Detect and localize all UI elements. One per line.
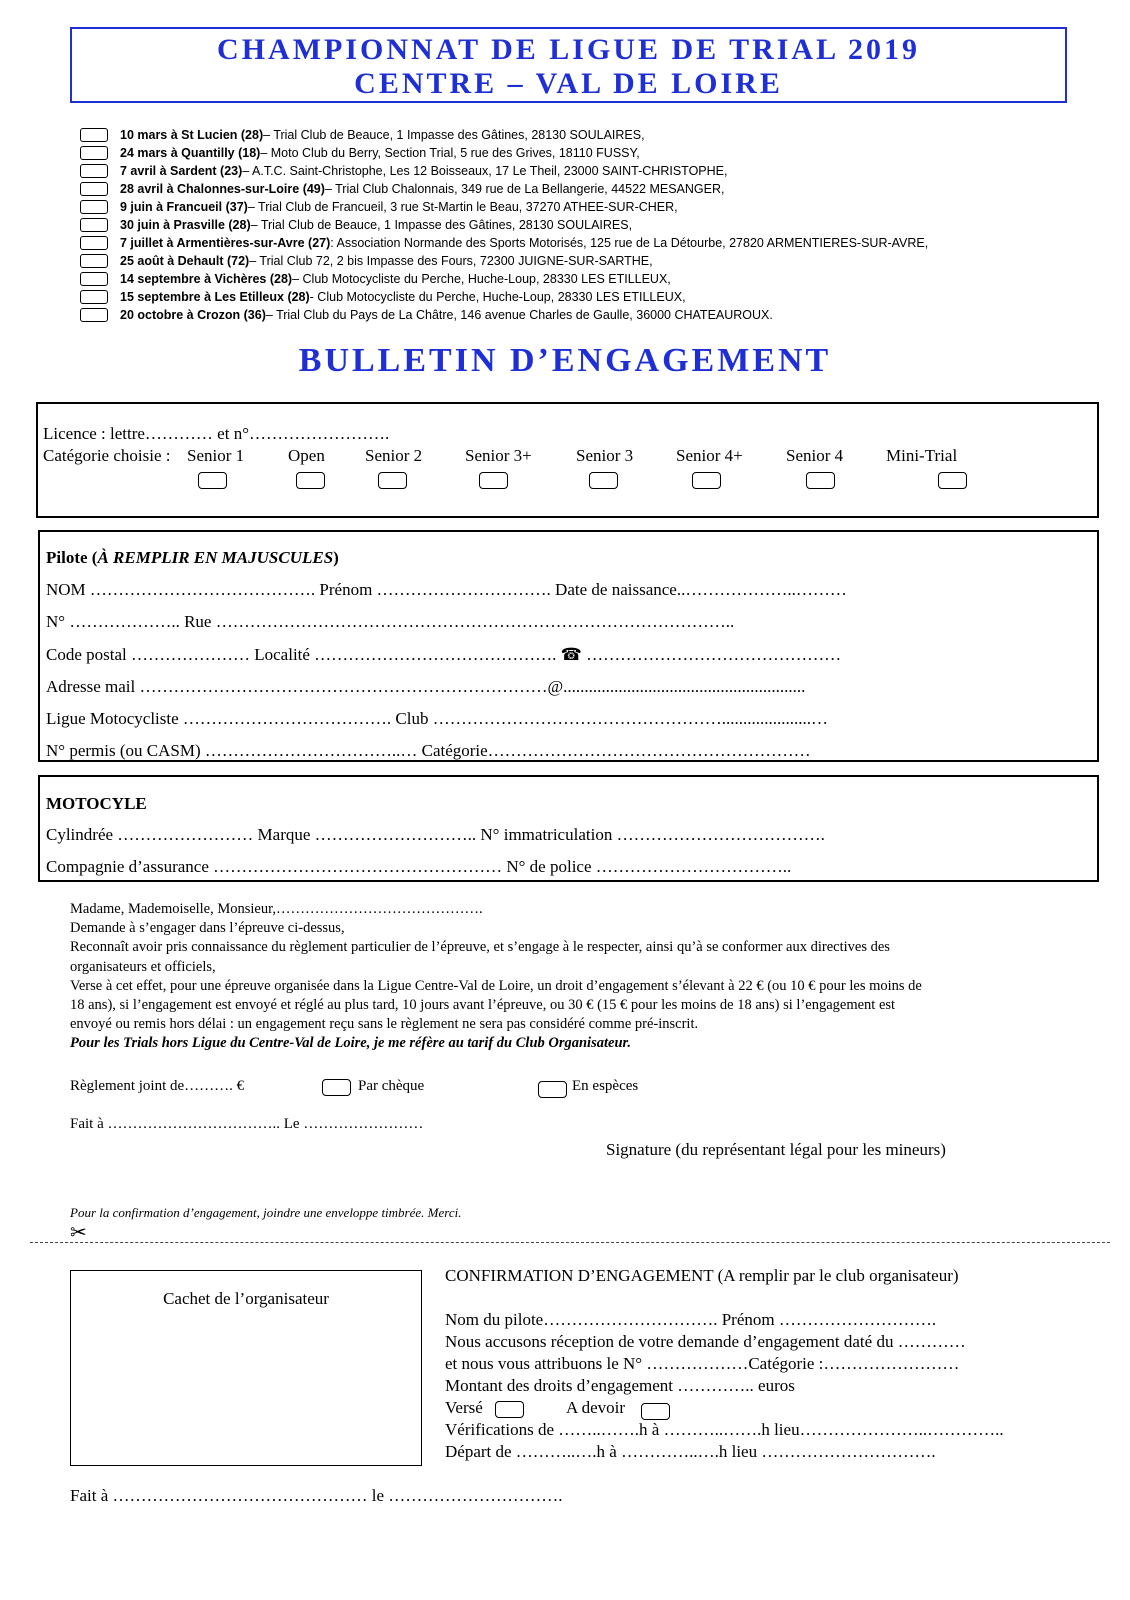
category-checkbox-open[interactable] [296, 472, 325, 489]
reglement-field[interactable]: Règlement joint de………. € [70, 1078, 245, 1094]
event-item [80, 162, 727, 180]
cut-line [30, 1242, 1110, 1243]
category-label: Senior 1 [187, 446, 245, 465]
a-devoir-checkbox[interactable] [641, 1403, 670, 1420]
pilote-title-italic: À REMPLIR EN MAJUSCULES [97, 548, 334, 567]
header-title-line1: CHAMPIONNAT DE LIGUE DE TRIAL 2019 [217, 33, 920, 66]
verse-checkbox[interactable] [495, 1401, 524, 1418]
event-item [80, 288, 686, 306]
event-details: – Trial Club 72, 2 bis Impasse des Fours, 72300 JUIGNE-SUR-SARTHE, [249, 254, 653, 268]
pilote-field-code-postal[interactable]: Code postal ………………… Localité ……………………………………. ☎ ……………………………………… [46, 645, 842, 664]
event-details: : Association Normande des Sports Motorisés, 125 rue de La Détourbe, 27820 ARMENTIERES-SUR-AVRE, [330, 236, 929, 250]
cheque-label: Par chèque [358, 1078, 425, 1094]
event-details: - Club Motocycliste du Perche, Huche-Loup, 28330 LES ETILLEUX, [309, 290, 686, 304]
category-checkbox-senior-4plus[interactable] [692, 472, 721, 489]
event-item [80, 270, 671, 288]
pilote-title [46, 548, 339, 568]
cachet-box [70, 1270, 422, 1466]
event-details: – Club Motocycliste du Perche, Huche-Loup, 28330 LES ETILLEUX, [292, 272, 671, 286]
category-checkbox-mini-trial[interactable] [938, 472, 967, 489]
declaration-bold-line: Pour les Trials hors Ligue du Centre-Val de Loire, je me réfère au tarif du Club Organisateur. [70, 1035, 631, 1052]
event-checkbox[interactable] [80, 236, 108, 250]
cheque-checkbox[interactable] [322, 1079, 351, 1096]
event-checkbox[interactable] [80, 290, 108, 304]
event-checkbox[interactable] [80, 308, 108, 322]
event-item [80, 126, 645, 144]
event-details: – Trial Club Chalonnais, 349 rue de La Bellangerie, 44522 MESANGER, [324, 182, 725, 196]
pilote-field-rue[interactable]: N° ……………….. Rue ……………………………………………………………………………….. [46, 612, 735, 631]
event-details: – Trial Club de Beauce, 1 Impasse des Gâtines, 28130 SOULAIRES, [250, 218, 633, 232]
event-checkbox[interactable] [80, 128, 108, 142]
category-checkbox-senior-3plus[interactable] [479, 472, 508, 489]
event-item [80, 216, 632, 234]
event-details: – Trial Club du Pays de La Châtre, 146 avenue Charles de Gaulle, 36000 CHATEAUROUX. [265, 308, 773, 322]
event-date: 7 avril à Sardent (23) [120, 164, 243, 178]
category-label: Senior 4+ [676, 446, 743, 465]
fait-bottom-field[interactable]: Fait à ……………………………………… le …………………………. [70, 1486, 563, 1505]
fait-field[interactable]: Fait à …………………………….. Le …………………… [70, 1116, 424, 1132]
confirmation-montant[interactable]: Montant des droits d’engagement ………….. euros [445, 1376, 795, 1395]
category-checkbox-senior-4[interactable] [806, 472, 835, 489]
pilote-field-mail[interactable]: Adresse mail ………………………………………………………………@......................................................... [46, 677, 806, 696]
declaration-line: 18 ans), si l’engagement est envoyé et réglé au plus tard, 10 jours avant l’épreuve, ou 30 € (15 € pour les moins de 18 ans) si l’engagement est [70, 997, 896, 1014]
pilote-title-text: Pilote ( [46, 548, 98, 567]
pilote-title-end: ) [333, 548, 339, 567]
category-prefix: Catégorie choisie : [43, 446, 171, 465]
event-item [80, 306, 773, 324]
event-date: 25 août à Dehault (72) [120, 254, 250, 268]
declaration-line: Demande à s’engager dans l’épreuve ci-dessus, [70, 920, 345, 937]
event-checkbox[interactable] [80, 218, 108, 232]
category-label: Senior 3 [576, 446, 634, 465]
bulletin-title: BULLETIN D’ENGAGEMENT [298, 342, 832, 379]
declaration-line: organisateurs et officiels, [70, 958, 216, 975]
moto-title: MOTOCYLE [46, 794, 147, 813]
event-details: – Trial Club de Beauce, 1 Impasse des Gâtines, 28130 SOULAIRES, [263, 128, 645, 142]
event-checkbox[interactable] [80, 182, 108, 196]
pilote-field-permis[interactable]: N° permis (ou CASM) ……………………………..… Catégorie………………………………………………… [46, 741, 811, 760]
confirmation-accusons[interactable]: Nous accusons réception de votre demande d’engagement daté du ………… [445, 1332, 966, 1351]
a-devoir-label: A devoir [566, 1398, 626, 1417]
event-details: – Trial Club de Francueil, 3 rue St-Martin le Beau, 37270 ATHEE-SUR-CHER, [247, 200, 678, 214]
event-date: 28 avril à Chalonnes-sur-Loire (49) [120, 182, 325, 196]
event-checkbox[interactable] [80, 146, 108, 160]
category-checkbox-senior-1[interactable] [198, 472, 227, 489]
event-checkbox[interactable] [80, 254, 108, 268]
declaration-text [70, 900, 922, 1054]
signature-label: Signature (du représentant légal pour les mineurs) [606, 1140, 946, 1159]
event-date: 20 octobre à Crozon (36) [120, 308, 266, 322]
pilote-field-nom[interactable]: NOM …………………………………. Prénom …………………………. Date de naissance..………………..……… [46, 580, 847, 599]
moto-field-assurance[interactable]: Compagnie d’assurance …………………………………………… N° de police …………………………….. [46, 857, 792, 876]
event-checkbox[interactable] [80, 200, 108, 214]
confirmation-attribuons[interactable]: et nous vous attribuons le N° ………………Catégorie :…………………… [445, 1354, 960, 1373]
event-checkbox[interactable] [80, 164, 108, 178]
header-box [70, 27, 1067, 103]
category-checkbox-senior-2[interactable] [378, 472, 407, 489]
confirmation-verifications[interactable]: Vérifications de ……..…….h à ………..…….h lieu…………………..………….. [445, 1420, 1004, 1439]
event-details: – A.T.C. Saint-Christophe, Les 12 Boisseaux, 17 Le Theil, 23000 SAINT-CHRISTOPHE, [242, 164, 728, 178]
declaration-line: Reconnaît avoir pris connaissance du règlement particulier de l’épreuve, et s’engage à le respecter, ainsi qu’à se conformer aux directives des [70, 939, 890, 956]
declaration-line: envoyé ou remis hors délai : un engagement reçu sans le règlement ne sera pas considéré comme pré-inscrit. [70, 1016, 699, 1033]
confirmation-nom[interactable]: Nom du pilote…………………………. Prénom ………………………. [445, 1310, 937, 1329]
declaration-line: Madame, Mademoiselle, Monsieur,……………………………………. [70, 901, 483, 917]
verse-label: Versé [445, 1398, 483, 1417]
confirmation-depart[interactable]: Départ de ………..….h à …………..….h lieu …………………………. [445, 1442, 936, 1461]
event-date: 9 juin à Francueil (37) [120, 200, 248, 214]
event-date: 10 mars à St Lucien (28) [120, 128, 264, 142]
moto-field-cylindree[interactable]: Cylindrée …………………… Marque ……………………….. N° immatriculation ………………………………. [46, 825, 825, 844]
event-date: 24 mars à Quantilly (18) [120, 146, 261, 160]
event-checkbox[interactable] [80, 272, 108, 286]
event-item [80, 198, 678, 216]
declaration-line: Verse à cet effet, pour une épreuve organisée dans la Ligue Centre-Val de Loire, un droit d’engagement s’élevant à 22 € (ou 10 € pour les moins de [70, 977, 922, 994]
event-date: 15 septembre à Les Etilleux (28) [120, 290, 310, 304]
category-checkbox-senior-3[interactable] [589, 472, 618, 489]
category-label: Mini-Trial [886, 446, 958, 465]
event-details: – Moto Club du Berry, Section Trial, 5 rue des Grives, 18110 FUSSY, [260, 146, 640, 160]
header-title-line2: CENTRE – VAL DE LOIRE [354, 67, 783, 100]
event-date: 30 juin à Prasville (28) [120, 218, 251, 232]
event-date: 7 juillet à Armentières-sur-Avre (27) [120, 236, 331, 250]
scissors-icon: ✂ [70, 1220, 87, 1244]
especes-label: En espèces [572, 1078, 639, 1094]
event-date: 14 septembre à Vichères (28) [120, 272, 293, 286]
event-item [80, 252, 653, 270]
category-label: Senior 2 [365, 446, 423, 465]
pilote-field-ligue[interactable]: Ligue Motocycliste ………………………………. Club …………………………………………….....................… [46, 709, 828, 728]
category-label: Open [288, 446, 325, 465]
especes-checkbox[interactable] [538, 1081, 567, 1098]
event-item [80, 234, 928, 252]
category-label: Senior 4 [786, 446, 844, 465]
event-item [80, 180, 724, 198]
cachet-label: Cachet de l’organisateur [163, 1289, 329, 1308]
confirmation-title: CONFIRMATION D’ENGAGEMENT (A remplir par le club organisateur) [445, 1266, 959, 1285]
confirmation-note: Pour la confirmation d’engagement, joindre une enveloppe timbrée. Merci. [70, 1205, 462, 1220]
category-label: Senior 3+ [465, 446, 532, 465]
licence-line: Licence : lettre………… et n°……………………. [43, 424, 390, 443]
event-item [80, 144, 640, 162]
